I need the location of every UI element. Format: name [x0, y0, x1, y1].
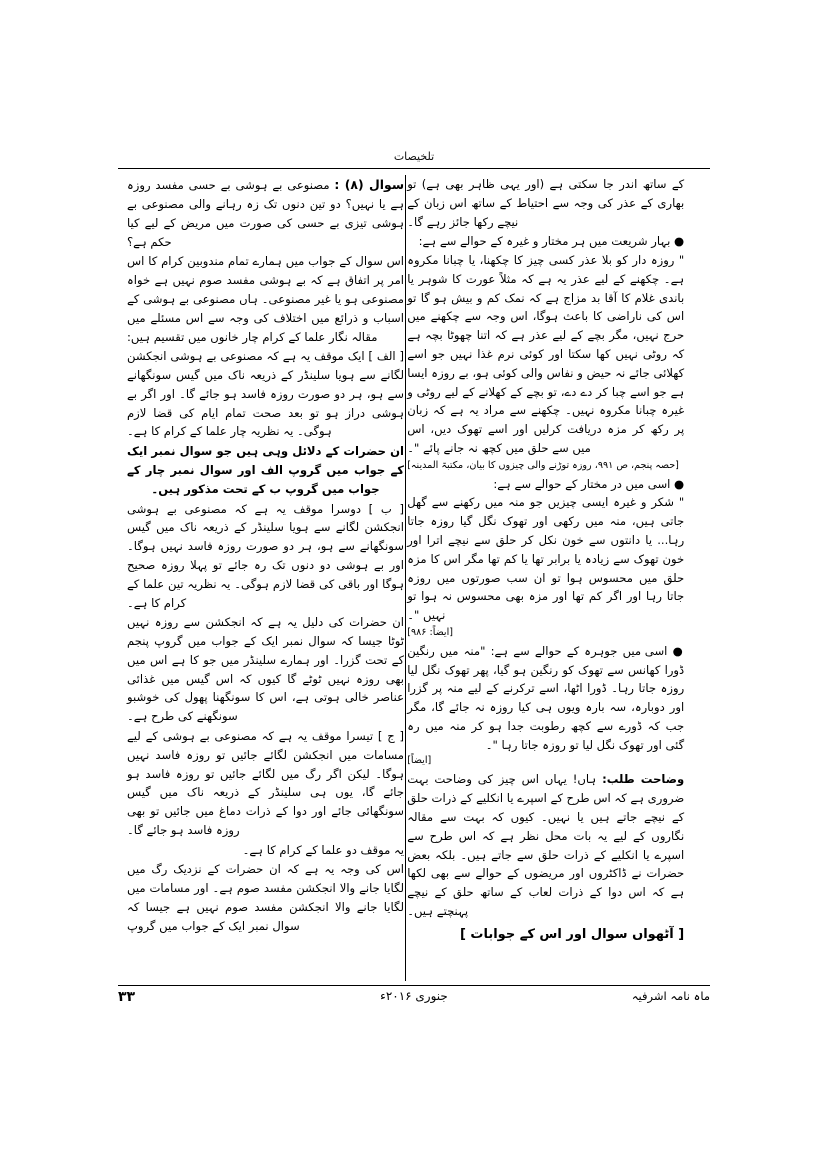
running-head: ﺗﻠﺨﯿﺼﺎت — [393, 150, 435, 163]
group-jeem-reason-paragraph: اس کی وجہ یہ ہے کہ ان حضرات کے نزدیک رگ میں لگایا جانے والا انجکشن مفسد صوم ہے۔ اور مسامات میں لگایا جانے والا انجکشن مفسد صوم نہیں ہے جیسا کہ سوال نمبر ایک کے جواب میں گروپ — [127, 862, 404, 933]
bullet-bahar-text: بہار شریعت میں ہر مختار و غیرہ کے حوالے سے ہے: — [418, 234, 671, 249]
clarification-text: ہاں! یہاں اس چیز کی وضاحت بہت ضروری ہے کہ اس طرح کے اسپرے یا انکلیے کے ذرات حلق کے نیچے جاتے ہیں یا نہیں۔ کیوں کہ بہت سے مقالہ نگاروں کے لیے یہ بات محل نظر ہے کہ اس طرح سے اسپرے یا انکلیے کے ذرات حلق سے جاتے ہیں۔ بلکہ بعض حضرات نے ڈاکٹروں اور مریضوں کے حوالے سے بھی لکھا ہے کہ اس دوا کے ذرات لعاب کے ساتھ حلق کے نیچے پہنچتے ہیں۔ — [407, 772, 685, 918]
bullet-icon: ● — [670, 476, 685, 491]
reference-bahar-e-shariat: [حصہ پنجم، ص ۹۹۱، روزہ توڑنے والی چیزوں کا بیان، مکتبۃ المدینہ] — [407, 459, 679, 471]
group-jeem-paragraph: [ ج ] تیسرا موقف یہ ہے کہ مصنوعی بے ہوشی کے لیے مسامات میں انجکشن لگائے جائیں تو روزہ فاسد نہیں ہوگا۔ لیکن اگر رگ میں لگائے جائیں تو روزہ فاسد ہو جائے گا، یوں ہی سلینڈر کے ذریعہ ناک میں گیس سونگھائی جائے اور دوا کے ذرات دماغ میں جائیں تو بھی روزہ فاسد ہو جائے گا۔ — [127, 728, 404, 837]
clarification-label: وضاحت طلب: — [602, 772, 685, 787]
bullet-icon: ● — [670, 234, 685, 249]
magazine-name: ماہ نامہ اشرفیہ — [631, 989, 710, 1003]
bullet-dur-e-mukhtar — [407, 475, 684, 494]
question-8-text: مصنوعی بے ہوشی بے حسی مفسد روزہ ہے یا نہیں؟ دو تین دنوں تک زہ رہانے والی مصنوعی بے ہوشی تیزی بے حسی کی صورت میں مریض کے لیے کیا حکم ہے؟ — [127, 178, 404, 249]
answer-intro-paragraph: اس سوال کے جواب میں ہمارے تمام مندوبین کرام کا اس امر پر اتفاق ہے کہ بے ہوشی مفسد صوم نہیں ہے خواہ مصنوعی ہو یا غیر مصنوعی۔ ہاں مصنوعی بے ہوشی کے اسباب و ذرائع میں اختلاف کی وجہ سے اس مسئلے میں مقالہ نگار علما کے کرام چار خانوں میں تقسیم ہیں: — [127, 254, 404, 344]
top-rule — [118, 168, 710, 169]
clarification-paragraph — [407, 770, 684, 920]
question-8-paragraph — [127, 175, 404, 251]
column-divider — [405, 175, 406, 981]
group-alif-paragraph: [ الف ] ایک موقف یہ ہے کہ مصنوعی بے ہوشی انجکشن لگانے سے ہویا سلینڈر کے ذریعہ ناک میں گیس سونگھانے سے ہو، ہر دو صورت روزہ فاسد ہو جائے گا۔ اور اگر بے ہوشی دراز ہو تو بعد صحت تمام ایام کی قضا لازم ہوگی۔ یہ نظریہ چار علما کے کرام کا ہے۔ — [127, 349, 404, 439]
issue-date: جنوری ۲۰۱۶ء — [380, 989, 448, 1003]
question-8-heading: سوال (۸) : — [334, 177, 405, 192]
two-column-body — [118, 175, 710, 981]
group-ba-paragraph: [ ب ] دوسرا موقف یہ ہے کہ مصنوعی بے ہوشی انجکشن لگانے سے ہویا سلینڈر کے ذریعہ ناک میں گیس سونگھانے سے ہو، ہر دو صورت روزہ فاسد نہیں ہوگا۔ اور بے ہوشی دو دنوں تک رہ جائے تو پہلا روزہ صحیح ہوگا اور باقی کی قضا لازم ہوگی۔ یہ نظریہ تین علما کے کرام کا ہے۔ — [127, 501, 404, 610]
bottom-rule — [118, 985, 710, 986]
page-footer — [118, 989, 710, 1011]
page-number: ۳۳ — [118, 989, 136, 1005]
right-column — [118, 175, 404, 981]
group-alif-evidence-paragraph: ان حضرات کے دلائل وہی ہیں جو سوال نمبر ایک کے جواب میں گروپ الف اور سوال نمبر چار کے جواب میں گروپ ب کے تحت مذکور ہیں۔ — [127, 444, 404, 496]
bullet-icon: ● — [667, 643, 685, 658]
page-content — [118, 150, 710, 1020]
reference-dur-e-mukhtar: [ایضاً: ۹۸۶] — [407, 626, 454, 638]
group-jeem-attribution: یہ موقف دو علما کے کرام کا ہے۔ — [242, 842, 404, 857]
bullet-dur-text: اسی میں در مختار کے حوالے سے ہے: — [493, 476, 671, 491]
bullet-jauhara-text: اسی میں جوہرہ کے حوالے سے ہے: "منہ میں رنگین ڈورا کھانس سے تھوک کو رنگین ہو گیا، پھر تھوک نگل لیا روزہ جاتا رہا۔ ڈورا اٹھا، اسے ترکرنے کے لیے منہ پر گزرا اور دوبارہ، سہ بارہ ویوں ہی کیا روزہ نہ جائے گا، مگر جب کہ ڈورے سے کچھ رطوبت جدا ہو کر منہ میں رہ گئی اور تھوک نگل لیا تو روزہ جاتا رہا "۔ — [407, 643, 685, 752]
quote-bahar-e-shariat: " روزہ دار کو بلا عذر کسی چیز کا چکھنا، یا چبانا مکروہ ہے۔ چکھنے کے لیے عذر یہ ہے کہ مثلاً عورت کا شوہر یا باندی غلام کا آقا بد مزاج ہے کہ نمک کم و بیش ہو گا تو اس کی ناراضی کا باعث ہوگا، اس وجہ سے چکھنے میں حرج نہیں، مگر بچے کے لیے عذر ہے کہ اتنا چھوٹا بچہ ہے کہ روٹی نہیں کھا سکتا اور کوئی نرم غذا نہیں جو اسے کھلائی جائے نہ حیض و نفاس والی کوئی ہو، بے روزہ ایسا ہے جو اسے چبا کر دے دے، تو بچے کے کھلانے کے لیے روٹی و غیرہ چبانا مکروہ نہیں۔ چکھنے سے مراد یہ ہے کہ زبان پر رکھ کر مزہ دریافت کرلیں اور اسے تھوک دیں، اس میں سے حلق میں کچھ نہ جانے پائے "۔ — [407, 253, 685, 455]
section-title-question-8: [ آٹھواں سوال اور اس کے جوابات ] — [459, 926, 685, 942]
reference-jauhara: [ایضاً] — [407, 755, 432, 767]
bullet-jauhara — [407, 642, 684, 755]
quote-dur-e-mukhtar: " شکر و غیرہ ایسی چیزیں جو منہ میں رکھنے سے گھل جاتی ہیں، منہ میں رکھی اور تھوک نگل گیا روزہ جاتا رہا... یا دانتوں سے خون نکل کر حلق سے نیچے اترا اور خون تھوک سے زیادہ یا برابر تھا یا کم تھا مگر اس کا مزہ حلق میں محسوس ہوا تو ان سب صورتوں میں روزہ جاتا رہا اور اگر کم تھا اور مزہ بھی محسوس نہ ہوا تو نہیں "۔ — [407, 495, 685, 623]
continued-paragraph: کے ساتھ اندر جا سکتی ہے (اور یہی ظاہر بھی ہے) تو بھاری کے عذر کی وجہ سے احتیاط کے ساتھ اس زبان کے نیچے رکھا جائز رہے گا۔ — [407, 177, 685, 229]
group-ba-evidence-paragraph: ان حضرات کی دلیل یہ ہے کہ انجکشن سے روزہ نہیں ٹوٹا جیسا کہ سوال نمبر ایک کے جواب میں گروپ پنجم کے تحت گزرا۔ اور ہمارے سلینڈر میں جو کا ہے اس میں بھی روزہ نہیں ٹوٹے گا کیوں کہ اس گیس میں غذائی عناصر خالی ہوتی ہے، اس کا سونگھنا پھول کی خوشبو سونگھنے کی طرح ہے۔ — [127, 615, 404, 724]
left-column — [407, 175, 693, 981]
bullet-bahar-e-shariat — [407, 232, 684, 251]
